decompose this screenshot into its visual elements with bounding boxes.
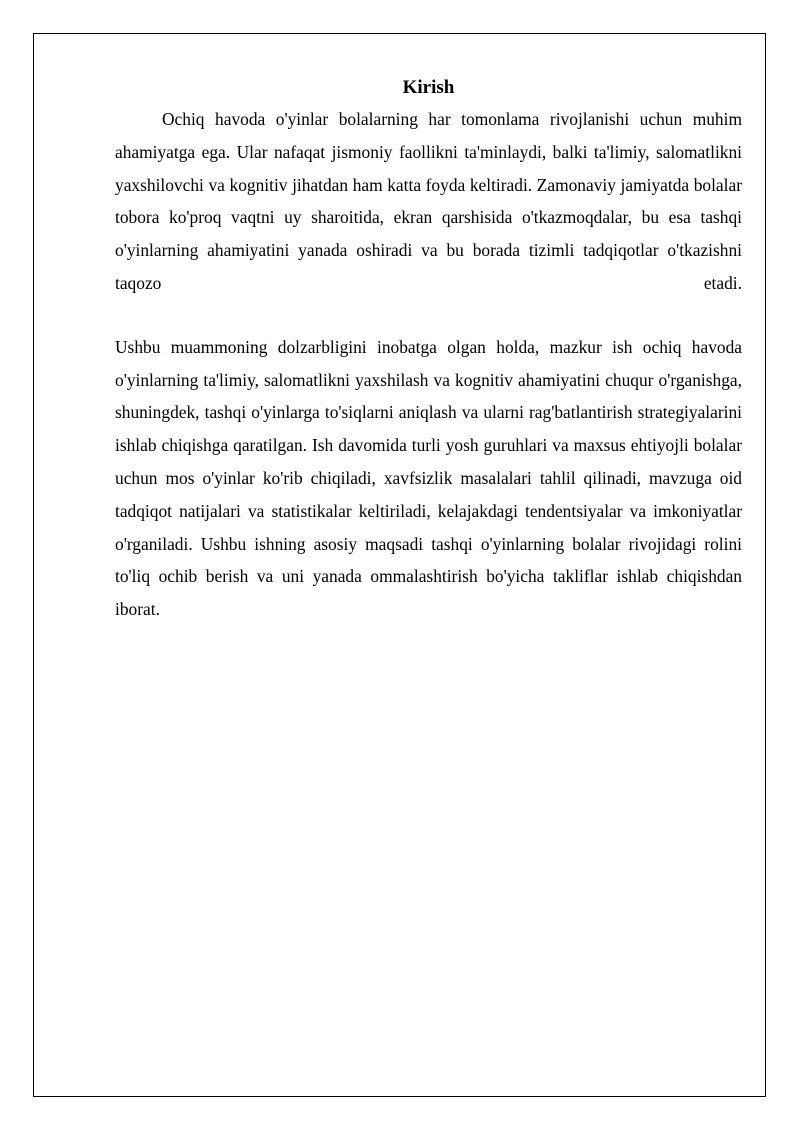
- document-body: [115, 73, 742, 626]
- paragraph-purpose: Ushbu muammoning dolzarbligini inobatga olgan holda, mazkur ish ochiq havoda o'yinlarning ta'limiy, salomatlikni yaxshilash va kognitiv ahamiyatini chuqur o'rganishga, shuningdek, tashqi o'yinlarga to'siqlarni aniqlash va ularni rag'batlantirish strategiyalarini ishlab chiqishga qaratilgan. Ish davomida turli yosh guruhlari va maxsus ehtiyojli bolalar uchun mos o'yinlar ko'rib chiqiladi, xavfsizlik masalalari tahlil qilinadi, mavzuga oid tadqiqot natijalari va statistikalar keltiriladi, kelajakdagi tendentsiyalar va imkoniyatlar o'rganiladi. Ushbu ishning asosiy maqsadi tashqi o'yinlarning bolalar rivojidagi rolini to'liq ochib berish va uni yanada ommalashtirish bo'yicha takliflar ishlab chiqishdan iborat.: [115, 336, 742, 620]
- document-title: Kirish: [402, 77, 455, 98]
- paragraph-spacer: [115, 300, 742, 331]
- paragraph-intro: Ochiq havoda o'yinlar bolalarning har tomonlama rivojlanishi uchun muhim ahamiyatga ega. Ular nafaqat jismoniy faollikni ta'minlaydi, balki ta'limiy, salomatlikni yaxshilovchi va kognitiv jihatdan ham katta foyda keltiradi. Zamonaviy jamiyatda bolalar tobora ko'proq vaqtni uy sharoitida, ekran qarshisida o'tkazmoqdalar, bu esa tashqi o'yinlarning ahamiyatini yanada oshiradi va bu borada tizimli tadqiqotlar o'tkazishni taqozo etadi.: [115, 109, 742, 293]
